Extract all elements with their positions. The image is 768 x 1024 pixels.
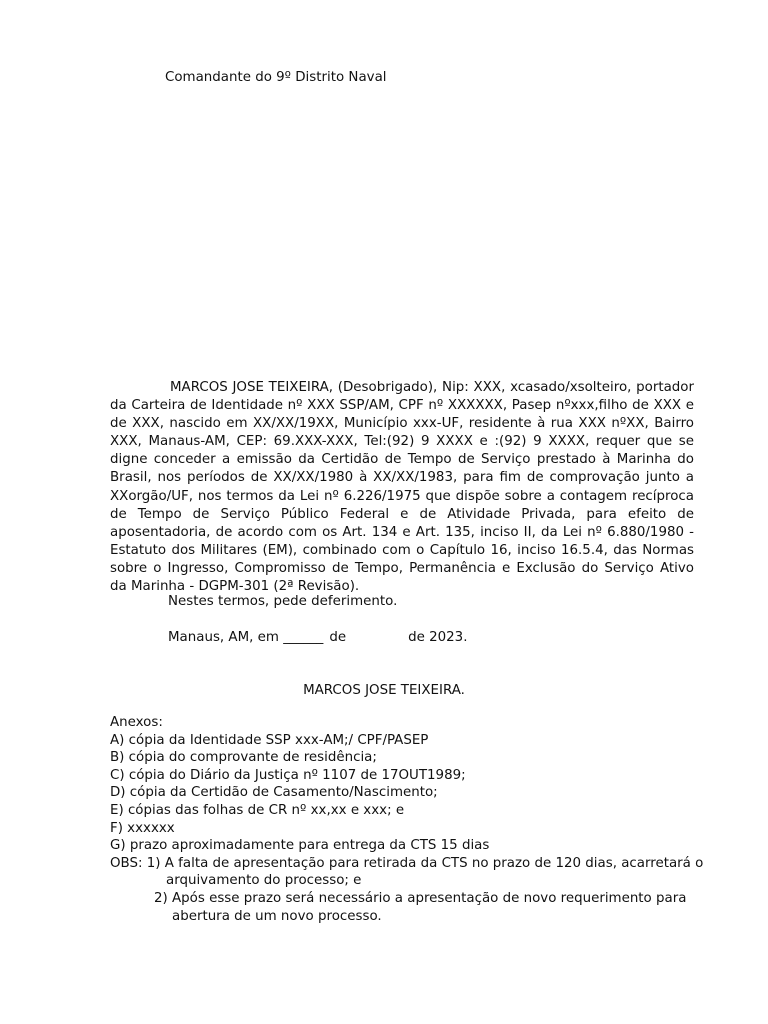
- obs-line: abertura de um novo processo.: [172, 908, 382, 924]
- obs-line: 2) Após esse prazo será necessário a apresentação de novo requerimento para: [154, 890, 687, 906]
- annex-item: E) cópias das folhas de CR nº xx,xx e xxx; e: [110, 802, 405, 818]
- annex-item: G) prazo aproximadamente para entrega da CTS 15 dias: [110, 838, 490, 854]
- annexes-heading: Anexos:: [110, 715, 163, 730]
- place-date-year: de 2023.: [408, 630, 468, 645]
- place-date-line: [168, 630, 467, 645]
- annex-item: D) cópia da Certidão de Casamento/Nascimento;: [110, 785, 438, 801]
- place-date-de: de: [329, 630, 347, 645]
- annex-item: C) cópia do Diário da Justiça nº 1107 de 17OUT1989;: [110, 767, 466, 783]
- annex-item: A) cópia da Identidade SSP xxx-AM;/ CPF/PASEP: [110, 732, 429, 748]
- obs-line: arquivamento do processo; e: [166, 873, 362, 889]
- obs-line: OBS: 1) A falta de apresentação para retirada da CTS no prazo de 120 dias, acarretará o: [110, 855, 704, 871]
- addressee-line: Comandante do 9º Distrito Naval: [165, 70, 387, 85]
- request-body-paragraph: MARCOS JOSE TEIXEIRA, (Desobrigado), Nip: XXX, xcasado/xsolteiro, portador da Carteira de Identidade nº XXX SSP/AM, CPF nº XXXXXX, Pasep nºxxx,filho de XXX e de XXX, nascido em XX/XX/19XX, Município xxx-UF, residente à rua XXX nºXX, Bairro XXX, Manaus-AM, CEP: 69.XXX-XXX, Tel:(92) 9 XXXX e :(92) 9 XXXX, requer que se digne conceder a emissão da Certidão de Tempo de Serviço prestado à Marinha do Brasil, nos períodos de XX/XX/1980 à XX/XX/1983, para fim de comprovação junto a XXorgão/UF, nos termos da Lei nº 6.226/1975 que dispõe sobre a contagem recíproca de Tempo de Serviço Público Federal e de Atividade Privada, para efeito de aposentadoria, de acordo com os Art. 134 e Art. 135, inciso II, da Lei nº 6.880/1980 - Estatuto dos Militares (EM), combinado com o Capítulo 16, inciso 16.5.4, das Normas sobre o Ingresso, Compromisso de Tempo, Permanência e Exclusão do Serviço Ativo da Marinha - DGPM-301 (2ª Revisão).: [110, 380, 694, 595]
- annex-item: B) cópia do comprovante de residência;: [110, 750, 377, 766]
- place-date-prefix: Manaus, AM, em ______: [168, 630, 324, 645]
- annex-item: F) xxxxxx: [110, 820, 175, 836]
- closing-line: Nestes termos, pede deferimento.: [168, 594, 398, 609]
- signature-name: MARCOS JOSE TEIXEIRA.: [303, 683, 465, 698]
- annexes-section: [110, 714, 703, 925]
